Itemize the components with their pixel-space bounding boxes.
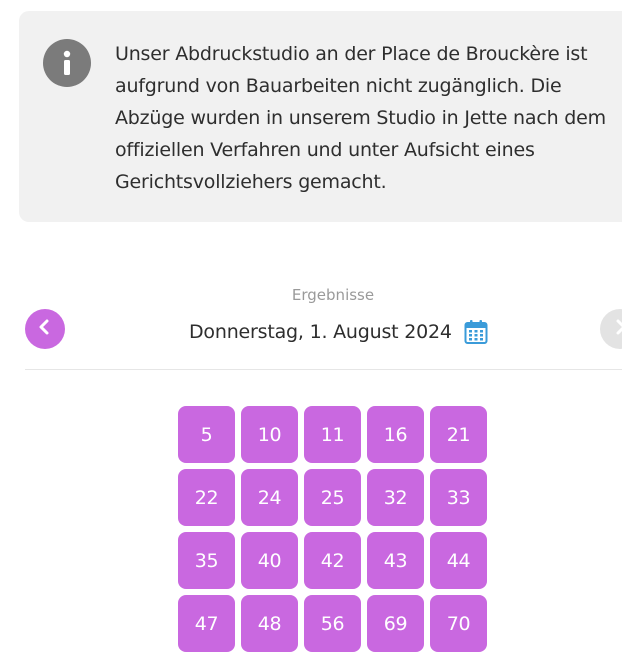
info-icon [43, 39, 91, 87]
notice-text: Unser Abdruckstudio an der Place de Brouckère ist aufgrund von Bauarbeiten nicht zugänglich. Die Abzüge wurden in unserem Studio in Jette nach dem offiziellen Verfahren und unter Aufsicht eines Gerichtsvollziehers gemacht. [115, 43, 606, 193]
result-number: 22 [178, 469, 235, 526]
result-number: 32 [367, 469, 424, 526]
date-selector [189, 319, 488, 345]
result-number: 43 [367, 532, 424, 589]
result-number: 25 [304, 469, 361, 526]
results-label: Ergebnisse [291, 286, 375, 304]
result-number: 11 [304, 406, 361, 463]
previous-date-button[interactable] [25, 309, 65, 349]
results-grid [178, 406, 488, 652]
chevron-right-icon [610, 317, 622, 341]
result-number: 35 [178, 532, 235, 589]
result-number: 5 [178, 406, 235, 463]
result-number: 33 [430, 469, 487, 526]
divider [25, 369, 622, 370]
calendar-icon[interactable] [464, 319, 488, 345]
result-number: 24 [241, 469, 298, 526]
info-notice [19, 11, 622, 222]
next-date-button[interactable] [600, 309, 622, 349]
chevron-left-icon [35, 317, 55, 341]
selected-date: Donnerstag, 1. August 2024 [189, 321, 452, 343]
result-number: 42 [304, 532, 361, 589]
result-number: 47 [178, 595, 235, 652]
result-number: 70 [430, 595, 487, 652]
result-number: 69 [367, 595, 424, 652]
result-number: 21 [430, 406, 487, 463]
result-number: 44 [430, 532, 487, 589]
result-number: 56 [304, 595, 361, 652]
result-number: 48 [241, 595, 298, 652]
result-number: 16 [367, 406, 424, 463]
result-number: 40 [241, 532, 298, 589]
result-number: 10 [241, 406, 298, 463]
